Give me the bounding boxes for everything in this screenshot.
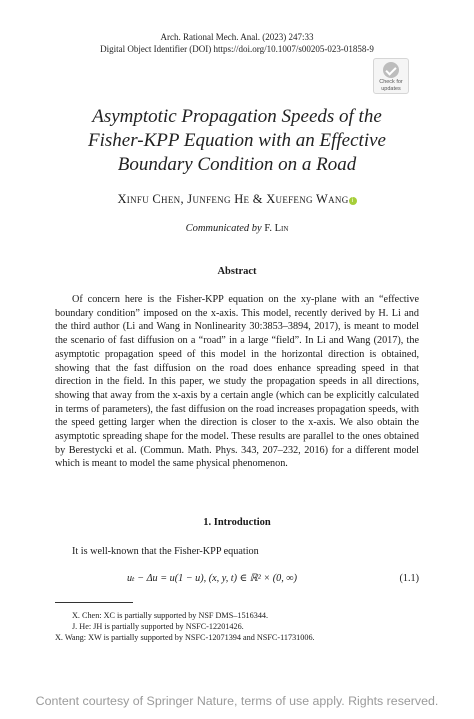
title-line-2: Fisher-KPP Equation with an Effective	[88, 130, 386, 151]
introduction-paragraph: It is well-known that the Fisher-KPP equation	[72, 546, 259, 557]
communicated-prefix: Communicated by	[185, 223, 262, 234]
footnote-he: J. He: JH is partially supported by NSFC-12201426.	[72, 622, 244, 631]
footnote-chen: X. Chen: XC is partially supported by NSF DMS–1516344.	[72, 611, 269, 620]
title-line-3: Boundary Condition on a Road	[117, 154, 357, 175]
equation-number: (1.1)	[399, 573, 419, 584]
check-for-updates-badge[interactable]	[373, 58, 409, 94]
equation-body: uₜ − Δu = u(1 − u), (x, y, t) ∈ ℝ² × (0, ∞)	[127, 573, 297, 584]
badge-label-line1: Check for	[379, 79, 403, 85]
orcid-icon[interactable]: i	[349, 197, 357, 205]
communicated-by	[0, 222, 474, 236]
equation-1-1	[55, 572, 419, 586]
author-list	[0, 191, 474, 207]
communicated-name: F. Lin	[264, 223, 289, 234]
copyright-footer: Content courtesy of Springer Nature, terms of use apply. Rights reserved.	[35, 694, 439, 708]
abstract-heading: Abstract	[217, 266, 257, 277]
footnote-wang: X. Wang: XW is partially supported by NSFC-12071394 and NSFC-11731006.	[55, 633, 315, 642]
footnote-divider	[55, 602, 133, 603]
authors-text: Xinfu Chen, Junfeng He & Xuefeng Wang	[117, 192, 349, 206]
introduction-heading: 1. Introduction	[203, 517, 271, 528]
doi-line: Digital Object Identifier (DOI) https://doi.org/10.1007/s00205-023-01858-9	[100, 44, 374, 54]
abstract-text: Of concern here is the Fisher-KPP equation on the xy-plane with an “effective boundary condition” imposed on the x-axis. This model, recently derived by H. Li and the third author (Li and Wang in Nonlinearity 30:3853–3894, 2017), is meant to model the scenario of fast diffusion on a “road” in a large “field”. In Li and Wang (2017), the asymptotic propagation speed of this model in the horizontal direction is obtained, showing that the fast diffusion on the road does enhance spreading speed in that direction in the field. In this paper, we study the propagation speeds in all directions, showing that away from the x-axis by a certain angle (which can be explicitly calculated in terms of parameters), the fast diffusion on the road increases propagation speeds, with the speed getting larger when the direction is closer to the x-axis. We also obtain the asymptotic spreading shape for the model. These results are parallel to the ones obtained by Berestycki et al. (Commun. Math. Phys. 343, 207–232, 2016) for a different model which is meant to model the same physical phenomenon.	[55, 294, 419, 470]
badge-label-line2: updates	[381, 86, 401, 92]
journal-citation: Arch. Rational Mech. Anal. (2023) 247:33	[160, 32, 314, 42]
check-icon	[383, 62, 399, 78]
title-line-1: Asymptotic Propagation Speeds of the	[92, 106, 382, 127]
